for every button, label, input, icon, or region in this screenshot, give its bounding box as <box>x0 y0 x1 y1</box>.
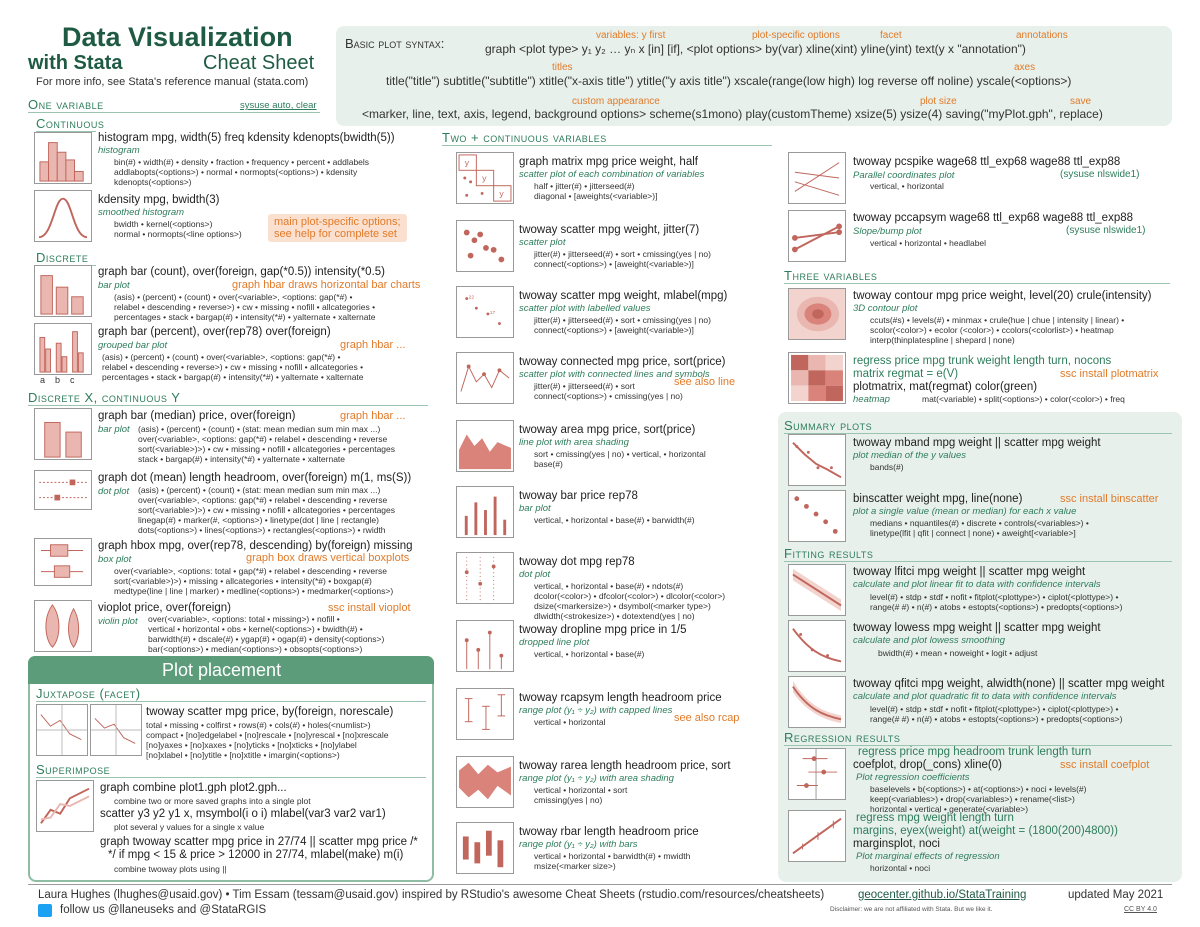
contour-opt3: interp(thinplatespline | shepard | none) <box>870 335 1015 345</box>
fitting-heading: Fitting results <box>784 546 1172 562</box>
dot-opt4: linegap(#) • marker(#, <options>) • linetype(dot | line | rectangle) <box>138 515 379 525</box>
two-cont-opt: vertical • horizontal • sort <box>534 785 628 795</box>
grouped-bar-thumb <box>34 323 92 375</box>
two-cont-sub: line plot with area shading <box>519 437 629 448</box>
binscatter-opt1: medians • nquantiles(#) • discrete • controls(<variables>) • <box>870 518 1089 528</box>
two-cont-cmd: twoway dropline mpg price in 1/5 <box>519 624 687 636</box>
pccapsym-sub: Slope/bump plot <box>853 226 922 237</box>
median-bar-opt1: (asis) • (percent) • (count) • (stat: mean median sum min max ...) <box>138 424 381 434</box>
pccapsym-sysuse: (sysuse nlswide1) <box>1066 225 1146 236</box>
qfitci-cmd: twoway qfitci mpg weight, alwidth(none) || scatter mpg weight <box>853 678 1165 690</box>
two-cont-cmd: twoway dot mpg rep78 <box>519 556 635 568</box>
label-save: save <box>1070 96 1092 107</box>
qfitci-thumb <box>788 676 846 728</box>
pcspike-opt: vertical, • horizontal <box>870 181 944 191</box>
label-annotations: annotations <box>1016 30 1068 41</box>
twitter-icon[interactable] <box>38 904 52 917</box>
qfitci-opt2: range(# #) • n(#) • atobs • estopts(<options>) • predopts(<options>) <box>870 714 1123 724</box>
binscatter-sub: plot a single value (mean or median) for each x value <box>853 506 1077 517</box>
matrix-cmd: matrix regmat = e(V) <box>853 368 959 380</box>
footer-disclaimer: Disclaimer: we are not affiliated with Stata. But we like it. <box>830 906 993 913</box>
juxtapose-opt2: compact • [no]edgelabel • [no]rescale • [no]yrescal • [no]xrescale <box>146 730 389 740</box>
two-cont-opt: dcolor(<color>) • dfcolor(<color>) • dlcolor(<color>) <box>534 591 726 601</box>
label-axes: axes <box>1014 62 1036 73</box>
svg-text:y: y <box>482 172 487 183</box>
violin-note: ssc install vioplot <box>328 602 411 614</box>
grouped-bar-cmd: graph bar (percent), over(rep78) over(foreign) <box>98 326 331 338</box>
bar-opt2: relabel • descending • reverse>) • cw • missing • nofill • allcategories • <box>114 302 376 312</box>
two-cont-sub: scatter plot of each combination of variables <box>519 169 705 180</box>
juxtapose-opt3: [no]yaxes • [no]xaxes • [no]yticks • [no]xticks • [no]ylabel <box>146 740 357 750</box>
lfitci-opt2: range(# #) • n(#) • atobs • estopts(<options>) • predopts(<options>) <box>870 602 1123 612</box>
marginsplot-opt: horizontal • noci <box>870 863 931 873</box>
coefplot-thumb <box>788 748 846 800</box>
two-cont-thumb <box>456 552 514 604</box>
plot-placement-title: Plot placement <box>162 660 282 680</box>
two-cont-opt: jitter(#) • jitterseed(#) • sort • cmissing(yes | no) <box>534 249 711 259</box>
juxtapose-opt4: [no]xlabel • [no]ytitle • [no]xtitle • imargin(<options>) <box>146 750 340 760</box>
lfitci-thumb <box>788 564 846 616</box>
violin-opt4: bar(<options>) • median(<options>) • obsopts(<options>) <box>148 644 363 654</box>
two-cont-thumb <box>456 152 514 204</box>
label-custom: custom appearance <box>572 96 660 107</box>
median-bar-opt3: sort(<variable>)>) • cw • missing • nofill • allcategories • percentages <box>138 444 396 454</box>
kdensity-note <box>268 214 407 242</box>
two-cont-cmd: twoway rcapsym length headroom price <box>519 692 722 704</box>
discrete-heading: Discrete <box>36 250 96 266</box>
bar-count-cmd: graph bar (count), over(foreign, gap(*0.5)) intensity(*0.5) <box>98 266 386 278</box>
violin-cmd: vioplot price, over(foreign) <box>98 602 231 614</box>
hbox-cmd: graph hbox mpg, over(rep78, descending) by(foreign) missing <box>98 540 413 552</box>
bar-note: graph hbar draws horizontal bar charts <box>232 279 421 291</box>
two-cont-opt: connect(<options>) • cmissing(yes | no) <box>534 391 683 401</box>
two-cont-opt: connect(<options>) • [aweight(<variable>)] <box>534 259 694 269</box>
two-cont-sub: bar plot <box>519 503 551 514</box>
superimpose-thumb <box>36 780 94 832</box>
violin-opt2: vertical • horizontal • obs • kernel(<options>) • bwidth(#) • <box>148 624 363 634</box>
coefplot-opt1: baselevels • b(<options>) • at(<options>) • noci • levels(#) <box>870 784 1087 794</box>
heatmap-thumb <box>788 352 846 404</box>
footer-license[interactable]: CC BY 4.0 <box>1124 906 1157 913</box>
pcspike-sub: Parallel coordinates plot <box>853 170 955 181</box>
hbox-opt1: over(<variable>, <options: total • gap(*#) • relabel • descending • reverse <box>114 566 387 576</box>
pccapsym-thumb <box>788 210 846 262</box>
histogram-cmd: histogram mpg, width(5) freq kdensity kdenopts(bwidth(5)) <box>98 132 395 144</box>
info-text: For more info, see Stata's reference manual (stata.com) <box>36 76 309 88</box>
coefplot-opt3: horizontal • vertical • generate(<variable>) <box>870 804 1029 814</box>
syntax-line-1: graph <plot type> y₁ y₂ … yₙ x [in] [if], <plot options> by(var) xline(xint) yline(yint) text(y x "annotation") <box>485 42 1026 56</box>
bar-thumb <box>34 265 92 317</box>
footer-updated: updated May 2021 <box>1068 889 1164 901</box>
hbox-thumb <box>34 538 92 586</box>
pcspike-thumb <box>788 152 846 204</box>
grouped-bar-sub: grouped bar plot <box>98 340 168 351</box>
hbox-sub: box plot <box>98 554 132 565</box>
bar-opt1: (asis) • (percent) • (count) • over(<variable>, <options: gap(*#) • <box>114 292 353 302</box>
two-cont-opt: jitter(#) • jitterseed(#) • sort • cmissing(yes | no) <box>534 315 711 325</box>
heatmap-opt: mat(<variable) • split(<options>) • color(<color>) • freq <box>922 394 1125 404</box>
median-bar-thumb <box>34 408 92 460</box>
dot-thumb <box>34 470 92 510</box>
two-cont-opt: connect(<options>) • [aweight(<variable>)] <box>534 325 694 335</box>
hbox-opt3: medtype(line | line | marker) • medline(<options>) • medmarker(<options>) <box>114 586 394 596</box>
two-cont-sub: scatter plot with labelled values <box>519 303 651 314</box>
two-cont-opt: dlwidth(<strokesize>) • dotextend(yes | no) <box>534 611 695 621</box>
three-variables-heading: Three variables <box>784 268 1170 284</box>
coefplot-note: ssc install coefplot <box>1060 759 1150 771</box>
regression-heading: Regression results <box>784 730 1172 746</box>
two-cont-opt: half • jitter(#) • jitterseed(#) <box>534 181 635 191</box>
continuous-heading: Continuous <box>36 116 105 131</box>
violin-opt3: barwidth(#) • dscale(#) • ygap(#) • ogap(#) • density(<options>) <box>148 634 385 644</box>
bar-sub: bar plot <box>98 280 130 291</box>
two-cont-sub: dot plot <box>519 569 551 580</box>
two-cont-opt: vertical, • horizontal • base(#) • barwidth(#) <box>534 515 695 525</box>
grouped-bar-opt3: percentages • stack • bargap(#) • intensity(*#) • yalternate • xalternate <box>102 372 364 382</box>
kdensity-note-1: main plot-specific options; <box>274 216 401 228</box>
two-cont-opt: base(#) <box>534 459 563 469</box>
discrete-x-heading: Discrete X, continuous Y <box>28 390 428 406</box>
lfitci-cmd: twoway lfitci mpg weight || scatter mpg weight <box>853 566 1086 578</box>
abc-labels: a b c <box>40 375 75 385</box>
lowess-sub: calculate and plot lowess smoothing <box>853 635 1006 646</box>
lowess-opt: bwidth(#) • mean • noweight • logit • adjust <box>878 648 1038 658</box>
footer-follow: follow us @llaneuseks and @StataRGIS <box>60 904 267 916</box>
mband-cmd: twoway mband mpg weight || scatter mpg weight <box>853 437 1101 449</box>
mband-thumb <box>788 434 846 486</box>
grouped-bar-note: graph hbar ... <box>340 339 406 351</box>
two-cont-sub: scatter plot <box>519 237 566 248</box>
two-cont-sub: dropped line plot <box>519 637 590 648</box>
lowess-thumb <box>788 620 846 672</box>
kdensity-thumb <box>34 190 92 242</box>
two-cont-opt: msize(<marker size>) <box>534 861 616 871</box>
superimpose-sub-1: combine two or more saved graphs into a single plot <box>114 796 311 806</box>
two-cont-thumb <box>456 486 514 538</box>
two-cont-opt: sort • cmissing(yes | no) • vertical, • horizontal <box>534 449 706 459</box>
median-bar-opt4: stack • bargap(#) • intensity(*#) • yalternate • xalternate <box>138 454 346 464</box>
histogram-sub: histogram <box>98 145 140 156</box>
regress-cmd: regress price mpg trunk weight length turn, nocons <box>853 355 1112 367</box>
superimpose-sub-3: combine twoway plots using || <box>114 864 227 874</box>
pcspike-sysuse: (sysuse nlswide1) <box>1060 169 1140 180</box>
two-cont-opt: jitter(#) • jitterseed(#) • sort <box>534 381 635 391</box>
histogram-thumb <box>34 132 92 184</box>
median-bar-note: graph hbar ... <box>340 410 406 422</box>
label-variables: variables: y first <box>596 30 666 41</box>
two-cont-opt: diagonal • [aweights(<variable>)] <box>534 191 658 201</box>
syntax-label: Basic plot syntax: <box>345 36 445 51</box>
superimpose-cmd-3a: graph twoway scatter mpg price in 27/74 || scatter mpg price /* <box>100 836 418 848</box>
two-cont-thumb <box>456 756 514 808</box>
kdensity-opt1: bwidth • kernel(<options>) <box>114 219 213 229</box>
coefplot-opt2: keep(<variables>) • drop(<variables>) • rename(<list>) <box>870 794 1075 804</box>
two-cont-thumb <box>456 220 514 272</box>
two-cont-opt: vertical • horizontal <box>534 717 606 727</box>
dot-opt2: over(<variable>, <options: gap(*#) • relabel • descending • reverse <box>138 495 388 505</box>
two-cont-sub: range plot (y₁ ÷ y₂) with capped lines <box>519 705 673 716</box>
margins-cmd: margins, eyex(weight) at(weight = (1800(200)4800)) <box>853 825 1118 837</box>
qfitci-opt1: level(#) • stdp • stdf • nofit • fitplot(<plottype>) • ciplot(<plottype>) • <box>870 704 1119 714</box>
plotmatrix-cmd: plotmatrix, mat(regmat) color(green) <box>853 381 1038 393</box>
page-subtitle: with Stata <box>28 52 123 74</box>
label-size: plot size <box>920 96 957 107</box>
matrix-note: ssc install plotmatrix <box>1060 368 1159 380</box>
pccapsym-opt: vertical • horizontal • headlabel <box>870 238 987 248</box>
grouped-bar-opt2: relabel • descending • reverse>) • cw • missing • nofill • allcategories • <box>102 362 364 372</box>
label-facet: facet <box>880 30 902 41</box>
coefplot-sub: Plot regression coefficients <box>856 772 970 783</box>
hbox-note: graph box draws vertical boxplots <box>246 552 410 564</box>
footer-geocenter-link[interactable]: geocenter.github.io/StataTraining <box>858 889 1027 901</box>
binscatter-thumb <box>788 490 846 542</box>
median-bar-sub: bar plot <box>98 424 130 435</box>
two-cont-thumb <box>456 420 514 472</box>
marginsplot-thumb <box>788 810 846 862</box>
violin-sub: violin plot <box>98 616 138 627</box>
juxtapose-heading: Juxtapose (facet) <box>36 686 426 702</box>
lfitci-opt1: level(#) • stdp • stdf • nofit • fitplot(<plottype>) • ciplot(<plottype>) • <box>870 592 1119 602</box>
superimpose-sub-2: plot several y values for a single x value <box>114 822 265 832</box>
label-titles: titles <box>552 62 573 73</box>
margins-regress: regress mpg weight length turn <box>856 812 1014 824</box>
superimpose-cmd-2: scatter y3 y2 y1 x, msymbol(i o i) mlabel(var3 var2 var1) <box>100 808 386 820</box>
summary-heading: Summary plots <box>784 418 1172 434</box>
two-cont-opt: dsize(<markersize>) • dsymbol(<marker type>) <box>534 601 711 611</box>
svg-text:17: 17 <box>489 310 496 316</box>
two-cont-cmd: twoway rarea length headroom price, sort <box>519 760 731 772</box>
juxtapose-thumb-1 <box>36 704 88 756</box>
two-cont-thumb <box>456 286 514 338</box>
page-title: Data Visualization <box>62 22 293 52</box>
two-cont-note: see also line <box>674 376 736 388</box>
dot-opt5: dots(<options>) • lines(<options>) • rectangles(<options>) • rwidth <box>138 525 386 535</box>
two-cont-sub: range plot (y₁ ÷ y₂) with bars <box>519 839 638 850</box>
two-cont-cmd: twoway scatter mpg weight, mlabel(mpg) <box>519 290 728 302</box>
superimpose-heading: Superimpose <box>36 762 426 778</box>
kdensity-opt2: normal • normopts(<line options>) <box>114 229 242 239</box>
dot-cmd: graph dot (mean) length headroom, over(foreign) m(1, ms(S)) <box>98 472 412 484</box>
svg-text:y: y <box>499 188 504 199</box>
juxtapose-cmd: twoway scatter mpg price, by(foreign, norescale) <box>146 706 394 718</box>
contour-thumb <box>788 288 846 340</box>
contour-cmd: twoway contour mpg price weight, level(20) crule(intensity) <box>853 290 1152 302</box>
syntax-line-3: <marker, line, text, axis, legend, background options> scheme(s1mono) play(customTheme) xsize(5) ysize(4) saving("myPlot.gph", replace) <box>362 107 1103 121</box>
svg-text:y: y <box>464 157 470 168</box>
two-cont-thumb <box>456 688 514 740</box>
sysuse-auto: sysuse auto, clear <box>240 100 317 111</box>
two-cont-sub: range plot (y₁ ÷ y₂) with area shading <box>519 773 674 784</box>
pccapsym-cmd: twoway pccapsym wage68 ttl_exp68 wage88 ttl_exp88 <box>853 212 1134 224</box>
two-cont-cmd: twoway scatter mpg weight, jitter(7) <box>519 224 700 236</box>
histogram-opt2: addlabopts(<options>) • normal • normopts(<options>) • kdensity <box>114 167 358 177</box>
hbox-opt2: sort(<variable>)>) • missing • allcategories • intensity(*#) • boxgap(#) <box>114 576 372 586</box>
contour-opt2: scolor(<color>) • ecolor (<color>) • ccolors(<colorlist>) • heatmap <box>870 325 1114 335</box>
qfitci-sub: calculate and plot quadratic fit to data with confidence intervals <box>853 691 1117 702</box>
superimpose-cmd-1: graph combine plot1.gph plot2.gph... <box>100 782 287 794</box>
pcspike-cmd: twoway pcspike wage68 ttl_exp68 wage88 ttl_exp88 <box>853 156 1121 168</box>
two-cont-opt: vertical, • horizontal • base(#) • ndots(#) <box>534 581 684 591</box>
dot-sub: dot plot <box>98 486 130 497</box>
two-cont-thumb <box>456 620 514 672</box>
histogram-opt1: bin(#) • width(#) • density • fraction • frequency • percent • addlabels <box>114 157 370 167</box>
bar-opt3: percentages • stack • bargap(#) • intensity(*#) • yalternate • xalternate <box>114 312 376 322</box>
lfitci-sub: calculate and plot linear fit to data with confidence intervals <box>853 579 1101 590</box>
two-cont-cmd: twoway bar price rep78 <box>519 490 638 502</box>
footer-inspired: inspired by RStudio's awesome Cheat Sheets (rstudio.com/resources/cheatsheets) <box>402 889 825 901</box>
violin-thumb <box>34 600 92 652</box>
binscatter-cmd: binscatter weight mpg, line(none) <box>853 493 1023 505</box>
contour-sub: 3D contour plot <box>853 303 918 314</box>
juxtapose-thumb-2 <box>90 704 142 756</box>
kdensity-note-2: see help for complete set <box>274 228 397 240</box>
two-cont-thumb <box>456 822 514 874</box>
marginsplot-cmd: marginsplot, noci <box>853 838 940 850</box>
coef-regress: regress price mpg headroom trunk length turn <box>858 746 1092 758</box>
kdensity-cmd: kdensity mpg, bwidth(3) <box>98 194 220 206</box>
heatmap-sub: heatmap <box>853 394 890 405</box>
footer-authors: Laura Hughes (lhughes@usaid.gov) • Tim Essam (tessam@usaid.gov) <box>38 889 399 901</box>
superimpose-cmd-3b: */ if mpg < 15 & price > 12000 in 27/74, mlabel(make) m(i) <box>108 849 404 861</box>
two-continuous-heading: Two + continuous variables <box>442 130 772 146</box>
two-cont-cmd: twoway connected mpg price, sort(price) <box>519 356 726 368</box>
cheat-sheet-label: Cheat Sheet <box>203 52 315 74</box>
two-cont-note: see also rcap <box>674 712 740 724</box>
contour-opt1: ccuts(#s) • levels(#) • minmax • crule(hue | chue | intensity | linear) • <box>870 315 1125 325</box>
dot-opt1: (asis) • (percent) • (count) • (stat: mean median sum min max ...) <box>138 485 381 495</box>
juxtapose-opt1: total • missing • colfirst • rows(#) • cols(#) • holes(<numlist>) <box>146 720 371 730</box>
two-cont-sub: scatter plot with connected lines and symbols <box>519 369 710 380</box>
svg-text:22: 22 <box>468 295 474 301</box>
label-plot-specific: plot-specific options <box>752 30 840 41</box>
two-cont-cmd: graph matrix mpg price weight, half <box>519 156 698 168</box>
one-variable-heading: One variable <box>28 97 320 113</box>
footer-rule <box>28 884 1172 885</box>
binscatter-opt2: linetype(lfit | qfit | connect | none) • aweight[<variable>] <box>870 528 1076 538</box>
mband-sub: plot median of the y values <box>853 450 967 461</box>
marginsplot-sub: Plot marginal effects of regression <box>856 851 1000 862</box>
median-bar-opt2: over(<variable>, <options: gap(*#) • relabel • descending • reverse <box>138 434 388 444</box>
syntax-line-2: title("title") subtitle("subtitle") xtitle("x-axis title") ytitle("y axis title") xscale(range(low high) log reverse off noline) yscale(<options>) <box>386 74 1072 88</box>
two-cont-thumb <box>456 352 514 404</box>
dot-opt3: sort(<variable>)>) • cw • missing • nofill • allcategories • percentages <box>138 505 396 515</box>
two-cont-cmd: twoway rbar length headroom price <box>519 826 699 838</box>
violin-opt1: over(<variable>, <options: total • missing>) • nofill • <box>148 614 340 624</box>
mband-opt: bands(#) <box>870 462 904 472</box>
two-cont-cmd: twoway area mpg price, sort(price) <box>519 424 696 436</box>
histogram-opt3: kdenopts(<options>) <box>114 177 192 187</box>
binscatter-note: ssc install binscatter <box>1060 493 1159 505</box>
two-cont-opt: vertical • horizontal • barwidth(#) • mwidth <box>534 851 691 861</box>
grouped-bar-opt1: (asis) • (percent) • (count) • over(<variable>, <options: gap(*#) • <box>102 352 341 362</box>
two-cont-opt: cmissing(yes | no) <box>534 795 603 805</box>
kdensity-sub: smoothed histogram <box>98 207 185 218</box>
median-bar-cmd: graph bar (median) price, over(foreign) <box>98 410 296 422</box>
coefplot-cmd: coefplot, drop(_cons) xline(0) <box>853 759 1002 771</box>
lowess-cmd: twoway lowess mpg weight || scatter mpg weight <box>853 622 1101 634</box>
two-cont-opt: vertical, • horizontal • base(#) <box>534 649 645 659</box>
